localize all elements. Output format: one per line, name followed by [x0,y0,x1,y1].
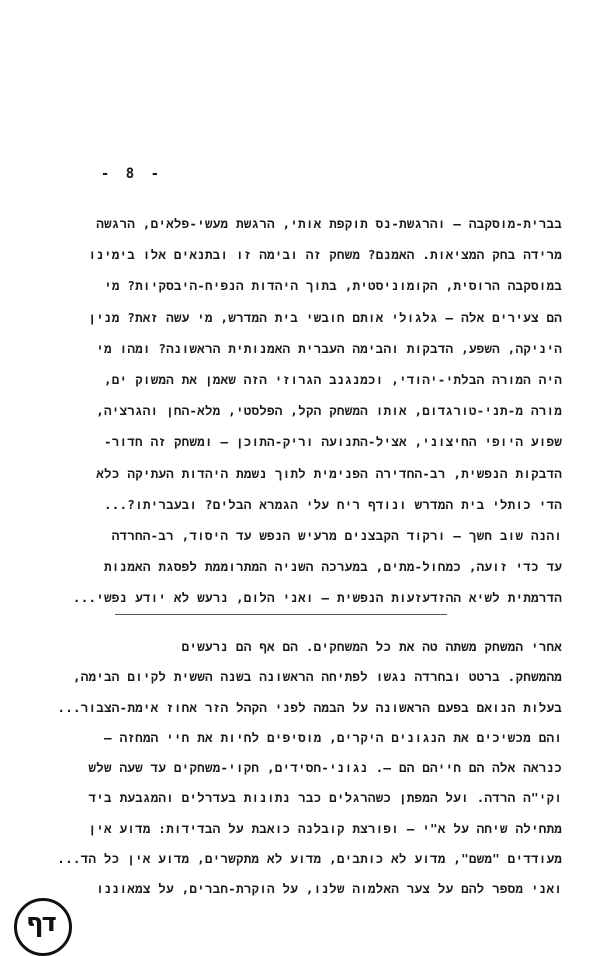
text-line: במוסקבה הרוסית, הקומוניסטית, בתוך היהדות הנפיח-היבסקיות? מי [104,278,562,294]
page-number: - 8 - [100,166,164,182]
text-line: הדבקות הנפשית, רב-החדירה הפנימית לתוך נשמת היהדות העתיקה כלא [96,465,562,481]
text-line: וקי"ה הרדה. ועל המפתן כשהרגלים כבר נתונות בעדרלים והמגבעת ביד [88,790,562,806]
text-line: אחרי המשחק משתה טה את כל המשחקים. הם אף הם נרעשים [181,639,562,654]
text-line: בעלות הנואם בפעם הראשונה על הבמה לפני הקהל הזר אחוז אימת-הצבור... [57,699,562,715]
text-line: מהמשחק. ברטט ובחרדה נגשו לפתיחה הראשונה בשנה הששית לקיום הבימה, [73,669,562,685]
section-divider [115,614,447,615]
text-line: ואני מספר להם על צער האלמוה שלנו, על הוקרת-חברים, על צמאוננו [96,881,562,897]
text-line: מעודדים "משם", מדוע לא כותבים, מדוע לא מתקשרים, מדוע אין כל הד... [57,851,562,867]
text-line: הדרמתית לשיא ההזדעזעות הנפשית – ואני הלום, נרעש לא יודע נפשי... [72,590,562,606]
paragraph-1 [32,208,562,613]
text-line: והם מכשיכים את הנגונים היקרים, מוסיפים לחיות את חיי המחזה – [104,729,562,745]
stamp-text: דף [26,908,55,938]
text-line: כנראה אלה הם חייהם הם –. נגוני-חסידים, חקוי-משחקים עד שעה שלש [88,760,562,776]
text-line: והנה שוב חשך – ורקוד הקבצנים מרעיש הנפש עד היסוד, רב-החרדה [111,527,562,543]
text-line: הדי כותלי בית המדרש ונודף ריח עלי הגמרא הבלים? ובעבריתו?... [103,496,562,512]
text-line: עד כדי זועה, כמחול-מתים, במערכה השניה המתרוממת לפסגת האמנות [104,559,562,575]
text-line: הם צעירים אלה – גלגולי אותם חובשי בית המדרש, מי עשה זאת? מנין [88,309,562,325]
text-line: היניקה, השפע, הדבקות והבימה העברית האמנותית הראשונה? ומהו מי [96,340,562,356]
text-line: מרידה בחק המציאות. האמנם? משחק זה ובימה זו ובתנאים אלו בימינו [88,247,562,263]
text-line: מתחילה שיחה על א"י – ופורצת קובלנה כואבת על הבדידות: מדוע אין [88,820,562,836]
text-line: שפוע היופי החיצוני, אציל-התנועה וריק-התוכן – ומשחק זה חדור- [103,434,562,450]
text-line: בברית-מוסקבה – והרגשת-נס תוקפת אותי, הרגשת מעשי-פלאים, הרגשה [96,216,562,231]
text-line: היה המורה הבלתי-יהודי, וכמנגנב הגרוזי הזה שאמן את המשוק ים, [104,371,562,387]
paragraph-2 [32,632,562,905]
text-line: מורה מ-תני-טורגדום, אותו המשחק הקל, הפלסטי, מלא-החן והגרציה, [96,403,562,419]
